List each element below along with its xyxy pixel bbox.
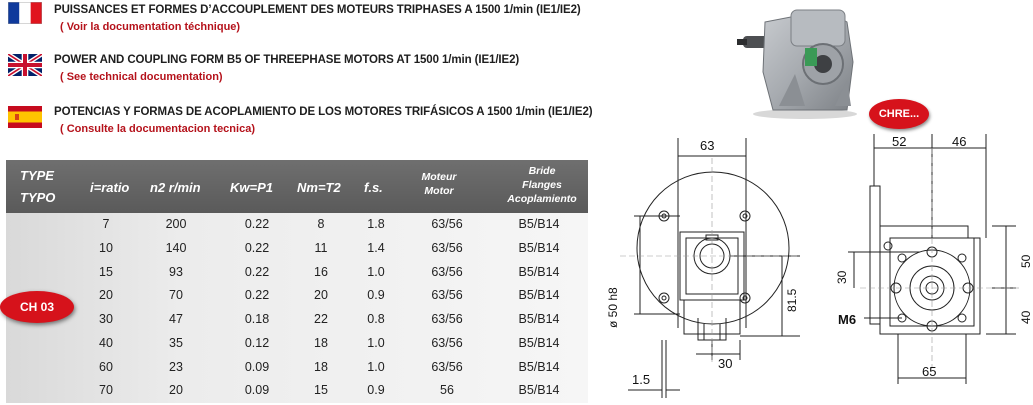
cell-flange: B5/B14 xyxy=(518,240,560,255)
cell-n2: 140 xyxy=(165,240,187,255)
cell-motor: 63/56 xyxy=(431,335,463,350)
cell-ratio: 20 xyxy=(99,288,113,303)
gearbox-photo xyxy=(735,2,865,120)
header-flange-en: Flanges xyxy=(522,179,562,191)
dim-flange: 1.5 xyxy=(632,372,651,387)
cell-flange: B5/B14 xyxy=(518,359,560,374)
table-row xyxy=(6,356,588,380)
dim-diameter: ø 50 h8 xyxy=(606,287,620,328)
dim-bottom-width: 65 xyxy=(922,364,937,379)
cell-fs: 0.9 xyxy=(367,383,385,398)
french-doc-link[interactable]: ( Voir la documentation téchnique) xyxy=(60,21,241,33)
side-view-drawing xyxy=(820,128,1033,405)
table-row xyxy=(6,261,588,285)
cell-fs: 1.0 xyxy=(367,359,385,374)
cell-motor: 63/56 xyxy=(431,359,463,374)
cell-fs: 1.8 xyxy=(367,217,385,231)
cell-kw: 0.22 xyxy=(244,264,270,279)
cell-ratio: 40 xyxy=(99,335,113,350)
cell-n2: 70 xyxy=(169,288,183,303)
cell-kw: 0.22 xyxy=(244,217,270,231)
header-flange xyxy=(496,164,588,206)
cell-fs: 0.8 xyxy=(367,312,385,326)
table-header xyxy=(6,160,588,213)
cell-flange: B5/B14 xyxy=(518,217,560,231)
header-ratio: i=ratio xyxy=(90,180,130,195)
cell-fs: 0.9 xyxy=(367,288,385,303)
france-flag-icon xyxy=(8,2,42,24)
cell-motor: 63/56 xyxy=(431,264,463,279)
cell-motor: 63/56 xyxy=(431,240,463,255)
header-flange-es: Acoplamiento xyxy=(507,193,577,205)
cell-flange: B5/B14 xyxy=(518,264,560,279)
cell-ratio: 30 xyxy=(99,312,113,326)
header-motor xyxy=(411,170,467,198)
cell-kw: 0.09 xyxy=(244,359,270,374)
header-n2: n2 r/min xyxy=(150,180,201,195)
cell-n2: 35 xyxy=(169,335,183,350)
table-row xyxy=(6,237,588,261)
cell-nm: 8 xyxy=(317,217,325,231)
spain-flag-icon xyxy=(8,106,42,128)
cell-ratio: 7 xyxy=(102,217,110,231)
table-body xyxy=(6,213,588,403)
header-kw: Kw=P1 xyxy=(230,180,273,195)
cell-nm: 18 xyxy=(314,359,328,374)
spanish-doc-link[interactable]: ( Consulte la documentacion tecnica) xyxy=(60,123,255,135)
cell-nm: 15 xyxy=(314,383,328,398)
cell-kw: 0.22 xyxy=(244,288,270,303)
cell-kw: 0.22 xyxy=(244,240,270,255)
front-view-drawing xyxy=(600,128,815,405)
cell-nm: 18 xyxy=(314,335,328,350)
cell-flange: B5/B14 xyxy=(518,312,560,326)
cell-ratio: 70 xyxy=(99,383,113,398)
dim-top-right: 46 xyxy=(952,134,967,149)
table-row xyxy=(6,332,588,356)
ch03-badge[interactable]: CH 03 xyxy=(0,291,74,323)
cell-fs: 1.0 xyxy=(367,264,385,279)
dim-right-upper: 50 xyxy=(1019,254,1033,268)
header-type: TYPE xyxy=(20,168,54,183)
dim-right-lower: 40 xyxy=(1019,310,1033,324)
cell-kw: 0.18 xyxy=(244,312,270,326)
cell-n2: 47 xyxy=(169,312,183,326)
cell-ratio: 10 xyxy=(99,240,113,255)
dim-offset: 30 xyxy=(718,356,733,371)
table-row xyxy=(6,284,588,308)
cell-motor: 63/56 xyxy=(431,288,463,303)
cell-ratio: 15 xyxy=(99,264,113,279)
dim-bolt: M6 xyxy=(838,312,857,327)
chre-badge[interactable]: CHRE... xyxy=(869,99,929,129)
dim-top-left: 52 xyxy=(892,134,907,149)
cell-motor: 63/56 xyxy=(431,312,463,326)
cell-n2: 23 xyxy=(169,359,183,374)
spanish-title: POTENCIAS Y FORMAS DE ACOPLAMIENTO DE LOS MOTORES TRIFÁSICOS A 1500 1/min (IE1/IE2) xyxy=(54,106,593,118)
header-fs: f.s. xyxy=(364,180,383,195)
header-motor-en: Motor xyxy=(424,185,454,197)
header-flange-fr: Bride xyxy=(528,165,556,177)
english-title: POWER AND COUPLING FORM B5 OF THREEPHASE MOTORS AT 1500 1/min (IE1/IE2) xyxy=(54,54,520,66)
cell-fs: 1.0 xyxy=(367,335,385,350)
table-row xyxy=(6,308,588,332)
cell-fs: 1.4 xyxy=(367,240,385,255)
header-typo: TYPO xyxy=(20,190,56,205)
cell-n2: 93 xyxy=(169,264,183,279)
header-motor-fr: Moteur xyxy=(421,171,457,183)
cell-kw: 0.09 xyxy=(244,383,270,398)
cell-nm: 22 xyxy=(314,312,328,326)
cell-ratio: 60 xyxy=(99,359,113,374)
table-row xyxy=(6,213,588,237)
cell-n2: 200 xyxy=(165,217,187,231)
cell-flange: B5/B14 xyxy=(518,288,560,303)
cell-flange: B5/B14 xyxy=(518,383,560,398)
table-row xyxy=(6,379,588,403)
english-doc-link[interactable]: ( See technical documentation) xyxy=(60,71,223,83)
cell-n2: 20 xyxy=(169,383,183,398)
dim-left-height: 30 xyxy=(835,270,849,284)
cell-nm: 11 xyxy=(314,240,328,255)
cell-flange: B5/B14 xyxy=(518,335,560,350)
dim-width: 63 xyxy=(700,138,715,153)
cell-motor: 63/56 xyxy=(431,217,463,231)
french-title: PUISSANCES ET FORMES D’ACCOUPLEMENT DES MOTEURS TRIPHASES A 1500 1/min (IE1/IE2) xyxy=(54,4,581,16)
uk-flag-icon xyxy=(8,54,42,76)
cell-nm: 16 xyxy=(314,264,328,279)
cell-nm: 20 xyxy=(314,288,328,303)
cell-motor: 56 xyxy=(440,383,454,398)
header-nm: Nm=T2 xyxy=(297,180,341,195)
dim-height: 81.5 xyxy=(785,288,799,312)
cell-kw: 0.12 xyxy=(244,335,270,350)
